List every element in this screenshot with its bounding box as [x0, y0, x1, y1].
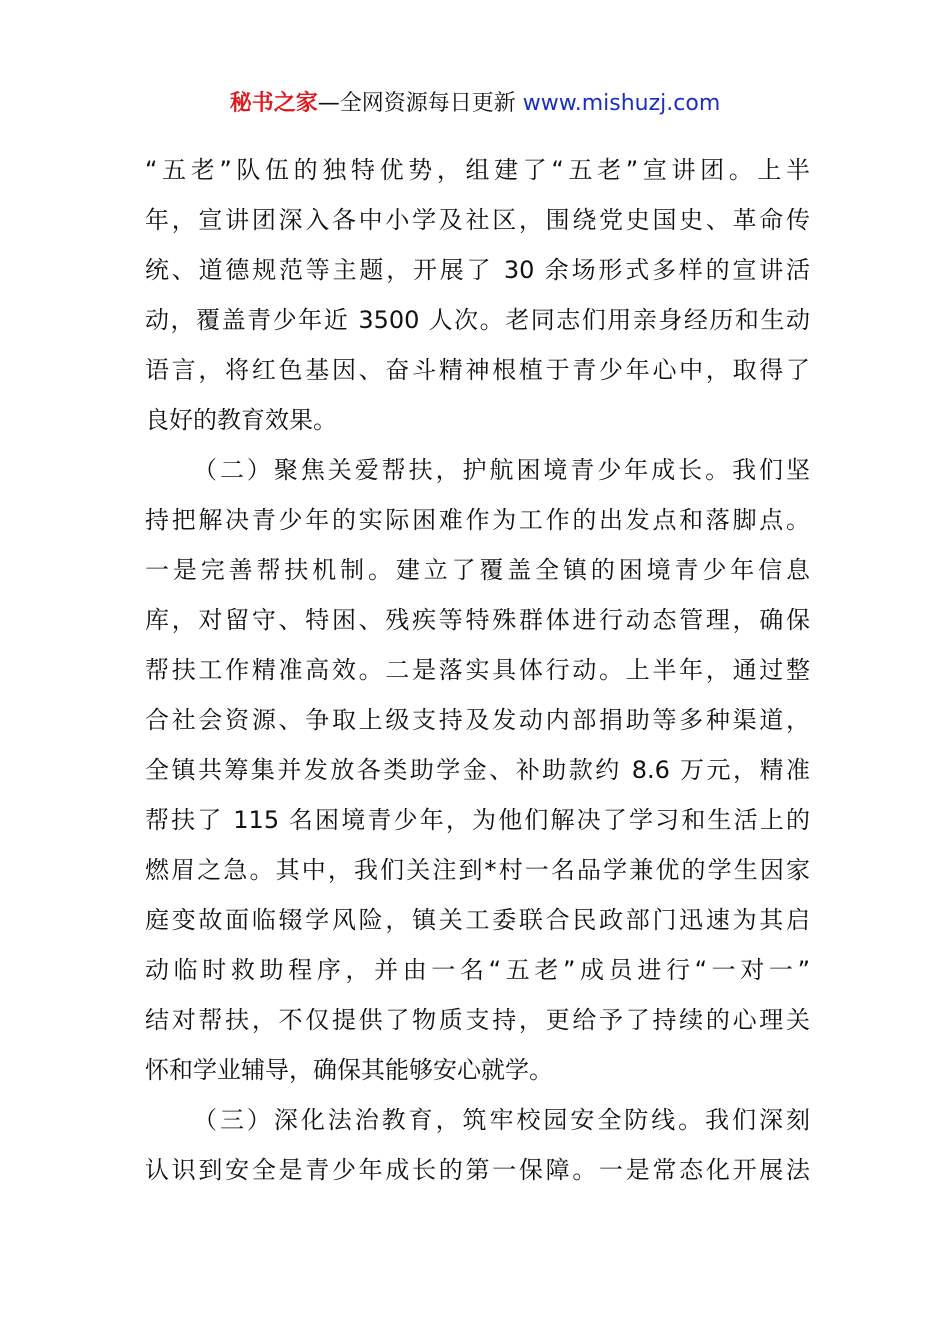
header-tagline: —全网资源每日更新 [317, 91, 523, 116]
text-line: 燃眉之急。其中，我们关注到*村一名品学兼优的学生因家 [145, 856, 810, 884]
text-line: 库，对留守、特困、残疾等特殊群体进行动态管理，确保 [145, 606, 810, 634]
document-body [145, 145, 810, 1195]
text-line: 年，宣讲团深入各中小学及社区，围绕党史国史、革命传 [145, 206, 810, 234]
text-line: 庭变故面临辍学风险，镇关工委联合民政部门迅速为其启 [145, 906, 810, 934]
text-line: 一是完善帮扶机制。建立了覆盖全镇的困境青少年信息 [145, 556, 810, 584]
text-line: 语言，将红色基因、奋斗精神根植于青少年心中，取得了 [145, 356, 810, 384]
text-line: 全镇共筹集并发放各类助学金、补助款约 8.6 万元，精准 [145, 756, 810, 784]
text-line: 怀和学业辅导，确保其能够安心就学。 [145, 1056, 553, 1084]
text-line: 结对帮扶，不仅提供了物质支持，更给予了持续的心理关 [145, 1006, 810, 1034]
text-line: 动，覆盖青少年近 3500 人次。老同志们用亲身经历和生动 [145, 306, 810, 334]
text-line: “五老”队伍的独特优势，组建了“五老”宣讲团。上半 [145, 156, 810, 184]
header-site-link[interactable]: www.mishuzj.com [522, 91, 721, 116]
text-line: 认识到安全是青少年成长的第一保障。一是常态化开展法 [145, 1156, 810, 1184]
section-heading-line: （三）深化法治教育，筑牢校园安全防线。我们深刻 [193, 1106, 810, 1134]
text-line: 良好的教育效果。 [145, 406, 337, 434]
text-line: 持把解决青少年的实际困难作为工作的出发点和落脚点。 [145, 506, 810, 534]
text-line: 帮扶了 115 名困境青少年，为他们解决了学习和生活上的 [145, 806, 810, 834]
text-line: 合社会资源、争取上级支持及发动内部捐助等多种渠道， [145, 706, 810, 734]
text-line: 帮扶工作精准高效。二是落实具体行动。上半年，通过整 [145, 656, 810, 684]
header-brand: 秘书之家 [229, 91, 318, 116]
text-line: 统、道德规范等主题，开展了 30 余场形式多样的宣讲活 [145, 256, 810, 284]
section-heading-line: （二）聚焦关爱帮扶，护航困境青少年成长。我们坚 [193, 456, 810, 484]
page-header [0, 86, 950, 122]
text-line: 动临时救助程序，并由一名“五老”成员进行“一对一” [145, 956, 810, 984]
